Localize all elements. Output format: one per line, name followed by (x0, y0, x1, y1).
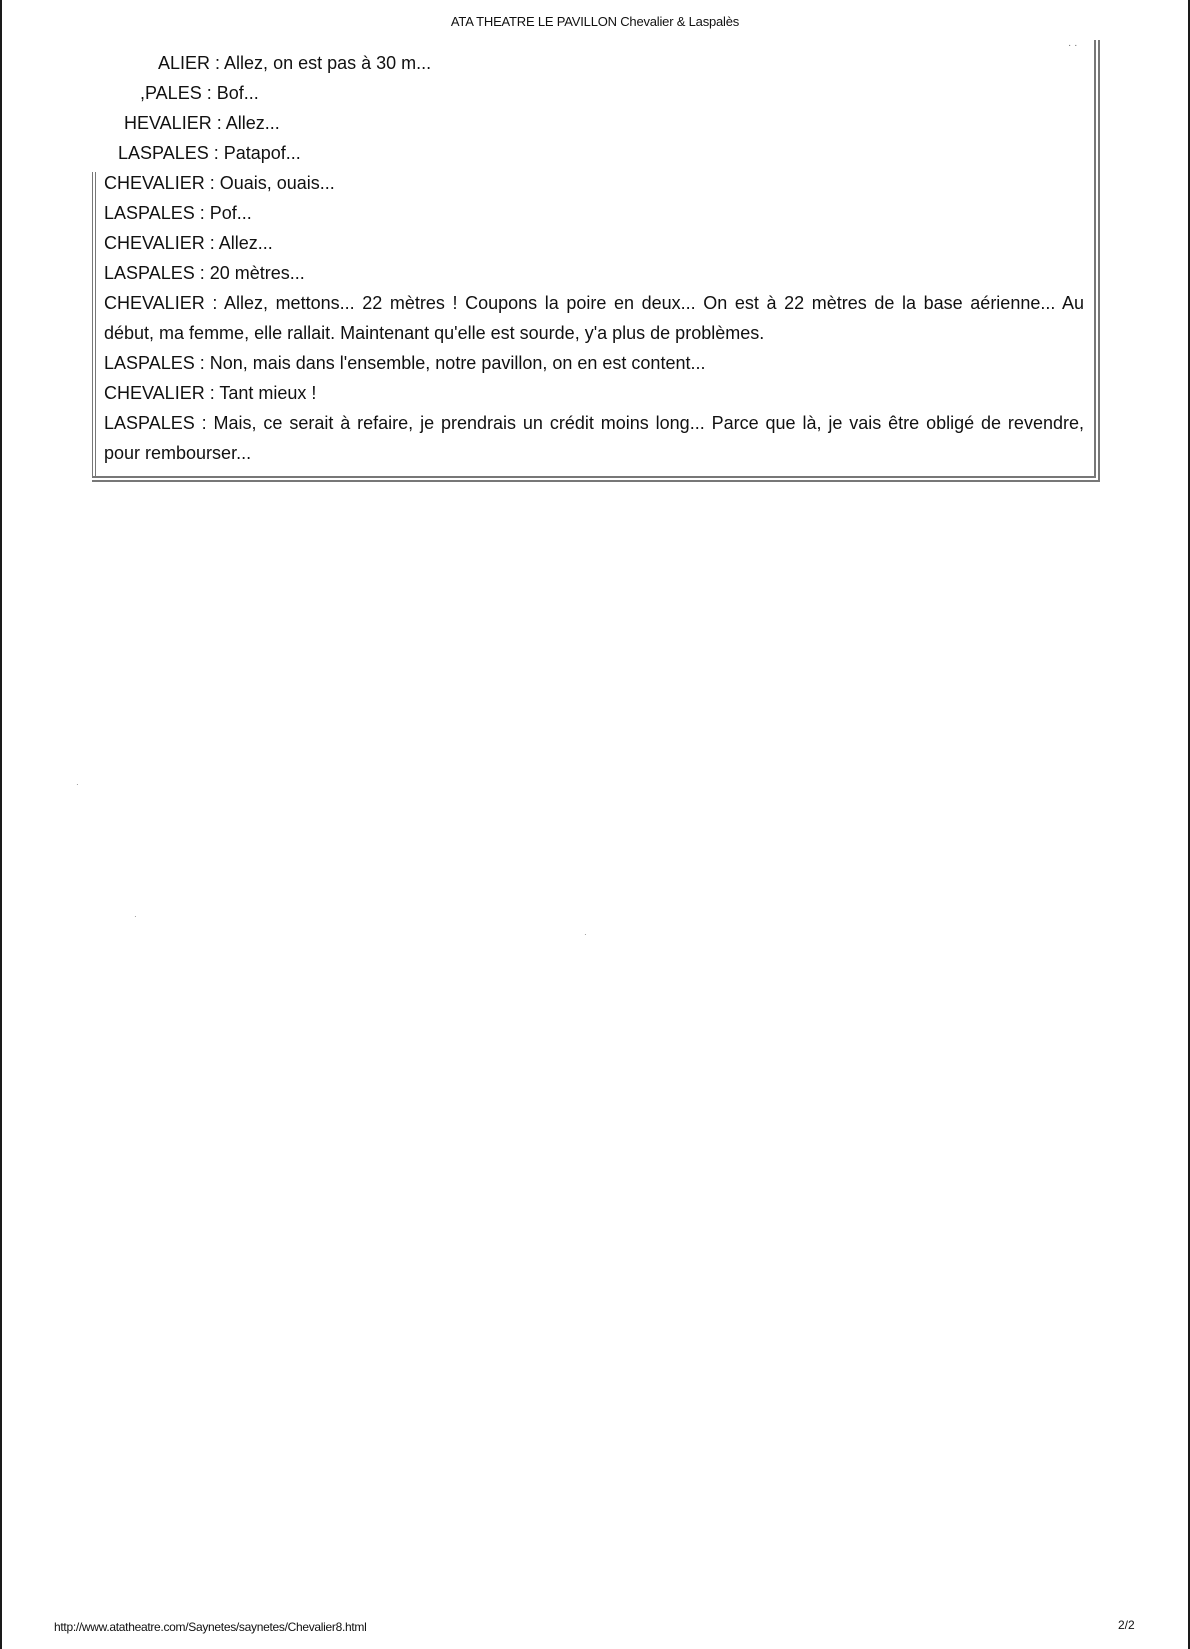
dialogue-line (104, 288, 1084, 348)
speaker-name: CHEVALIER : (104, 383, 219, 403)
scan-edge-left (0, 0, 2, 1649)
dialogue-line (104, 108, 1084, 138)
line-text: Allez, on est pas à 30 m... (224, 53, 432, 73)
speaker-name: HEVALIER : (124, 113, 226, 133)
line-text: Mais, ce serait à refaire, je prendrais un crédit moins long... Parce que là, je vais être obligé de revendre, pour rembourser... (104, 413, 1084, 463)
dialogue-line (104, 48, 1084, 78)
dialogue-line (104, 78, 1084, 108)
scan-speck: · (584, 930, 587, 939)
dialogue-block (104, 48, 1084, 468)
speaker-name: LASPALES : (104, 353, 210, 373)
dialogue-line (104, 408, 1084, 468)
dialogue-line (104, 378, 1084, 408)
dialogue-line (104, 228, 1084, 258)
scan-speck: · (134, 912, 137, 921)
line-text: Non, mais dans l'ensemble, notre pavillon, on en est content... (209, 353, 706, 373)
page-number: 2/2 (1118, 1618, 1135, 1632)
page-header: ATA THEATRE LE PAVILLON Chevalier & Laspalès (450, 14, 740, 29)
line-text: Pof... (209, 203, 252, 223)
line-text: Patapof... (223, 143, 301, 163)
line-text: Tant mieux ! (219, 383, 317, 403)
dialogue-line (104, 258, 1084, 288)
speaker-name: CHEVALIER : (104, 233, 219, 253)
dialogue-line (104, 198, 1084, 228)
line-text: Ouais, ouais... (219, 173, 335, 193)
line-text: Allez... (225, 113, 280, 133)
footer-url: http://www.atatheatre.com/Saynetes/saynetes/Chevalier8.html (54, 1620, 367, 1634)
dialogue-line (104, 168, 1084, 198)
dialogue-line (104, 138, 1084, 168)
line-text: 20 mètres... (209, 263, 305, 283)
speaker-name: ALIER : (158, 53, 224, 73)
speaker-name: CHEVALIER : (104, 293, 224, 313)
line-text: Allez... (218, 233, 273, 253)
scan-artifact: · · (1068, 40, 1078, 51)
scan-speck: · (76, 780, 79, 789)
speaker-name: ,PALES : (140, 83, 217, 103)
speaker-name: LASPALES : (104, 263, 210, 283)
speaker-name: LASPALES : (104, 203, 210, 223)
speaker-name: CHEVALIER : (104, 173, 220, 193)
dialogue-frame-left-border (92, 172, 99, 476)
line-text: Allez, mettons... 22 mètres ! Coupons la poire en deux... On est à 22 mètres de la base aérienne... Au début, ma femme, elle rallait. Maintenant qu'elle est sourde, y'a plus de problèmes. (104, 293, 1084, 343)
line-text: Bof... (216, 83, 259, 103)
speaker-name: LASPALES : (104, 413, 214, 433)
speaker-name: LASPALES : (118, 143, 224, 163)
dialogue-line (104, 348, 1084, 378)
